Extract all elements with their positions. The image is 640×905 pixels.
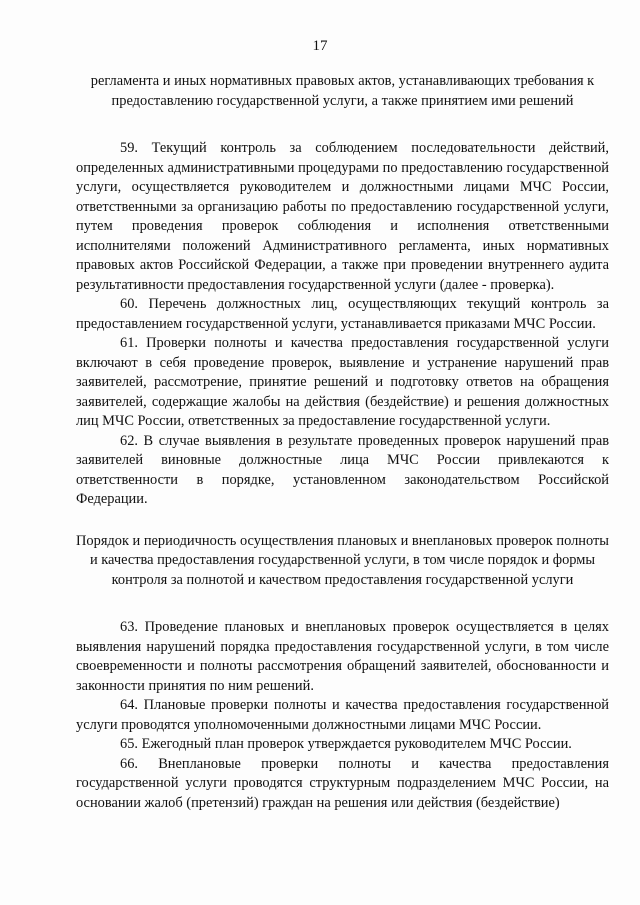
section-heading: Порядок и периодичность осуществления плановых и внеплановых проверок полноты и качества предоставления государственной услуги, в том числе порядок и формы контроля за полнотой и качеством предоставления государственной услуги [76,532,609,588]
paragraph-66: 66. Внеплановые проверки полноты и качества предоставления государственной услуги проводятся структурным подразделением МЧС России, на основании жалоб (претензий) граждан на решения или действия (бездействие) [76,755,609,811]
document-body [76,72,609,813]
paragraph-60: 60. Перечень должностных лиц, осуществляющих текущий контроль за предоставлением государственной услуги, устанавливается приказами МЧС России. [76,296,609,332]
paragraph-65: 65. Ежегодный план проверок утверждается руководителем МЧС России. [120,736,572,752]
paragraph-63: 63. Проведение плановых и внеплановых проверок осуществляется в целях выявления нарушений порядка предоставления государственной услуги, в том числе своевременности и полноты рассмотрения обращений заявителей, обоснованности и законности принятия по ним решений. [76,619,609,694]
heading-continuation: регламента и иных нормативных правовых актов, устанавливающих требования к предоставлению государственной услуги, а также принятием ими решений [90,73,595,109]
paragraph-62: 62. В случае выявления в результате проведенных проверок нарушений прав заявителей виновные должностные лица МЧС России привлекаются к ответственности в порядке, установленном законодательством Российской Федерации. [76,432,609,507]
page-number: 17 [312,38,328,54]
paragraph-64: 64. Плановые проверки полноты и качества предоставления государственной услуги проводятся уполномоченными должностными лицами МЧС России. [76,697,609,733]
paragraph-61: 61. Проверки полноты и качества предоставления государственной услуги включают в себя проведение проверок, выявление и устранение нарушений прав заявителей, рассмотрение, принятие решений и подготовку ответов на обращения заявителей, содержащие жалобы на действия (бездействие) и решения должностных лиц МЧС России, ответственных за предоставление государственной услуги. [76,335,609,429]
spacer [76,510,609,532]
spacer [76,111,609,139]
spacer [76,590,609,618]
paragraph-59: 59. Текущий контроль за соблюдением последовательности действий, определенных административными процедурами по предоставлению государственной услуги, осуществляется руководителем и должностными лицами МЧС России, ответственными за организацию работы по предоставлению государственной услуги, путем проведения проверок соблюдения и исполнения ответственными исполнителями положений Административного регламента, иных нормативных правовых актов Российской Федерации, а также при проведении внутреннего аудита результативности предоставления государственной услуги (далее - проверка). [76,140,609,293]
